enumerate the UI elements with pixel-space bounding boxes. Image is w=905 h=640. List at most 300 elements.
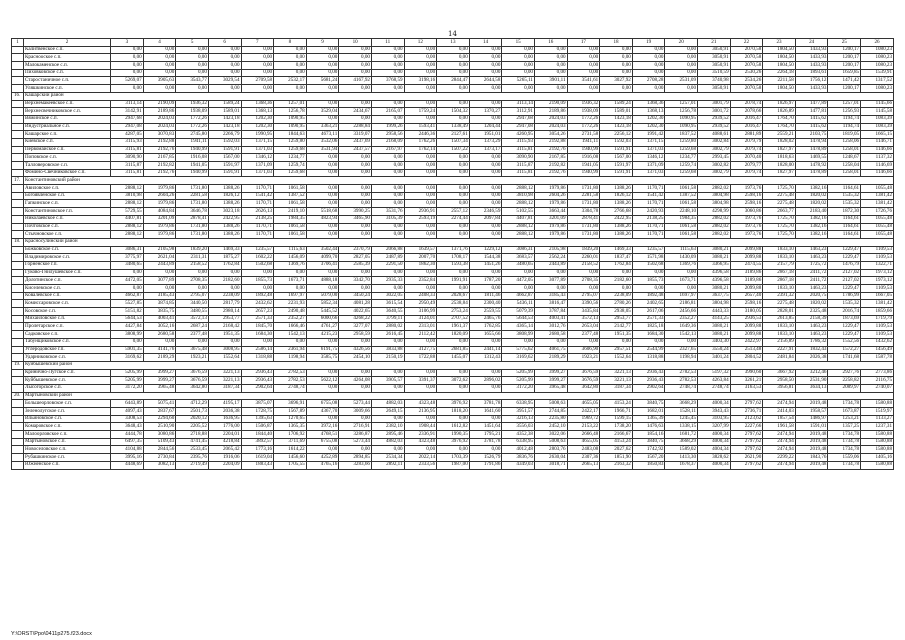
value-cell: 1826,12 — [600, 192, 633, 200]
value-cell: 1259,74 — [665, 162, 698, 170]
value-cell: 2804,52 — [730, 354, 763, 362]
value-cell: 2797,62 — [730, 431, 763, 439]
value-cell: 4003,41 — [534, 315, 567, 323]
value-cell: 2896,02 — [469, 377, 502, 385]
value-cell: 1137,32 — [861, 154, 894, 162]
value-cell: 0,00 — [371, 154, 404, 162]
value-cell: 2182,60 — [208, 277, 241, 285]
value-cell: 1832,43 — [795, 346, 828, 354]
value-cell: 3775,97 — [111, 254, 144, 262]
table-row — [12, 131, 894, 139]
value-cell: 3012,76 — [534, 323, 567, 331]
value-cell: 1589,02 — [665, 446, 698, 454]
value-cell: 0,00 — [371, 446, 404, 454]
value-cell: 2474,94 — [763, 461, 796, 469]
value-cell: 1938,09 — [567, 108, 600, 116]
table-row — [12, 185, 894, 193]
settlement-name: Кашарское с.п. — [24, 131, 111, 139]
value-cell: 1338,15 — [665, 423, 698, 431]
value-cell: 3951,57 — [502, 408, 535, 416]
value-cell: 2274,44 — [437, 215, 470, 223]
value-cell: 2888,12 — [111, 231, 144, 239]
value-cell: 1109,53 — [861, 323, 894, 331]
value-cell: 2766,68 — [600, 208, 633, 216]
value-cell: 3115,81 — [111, 146, 144, 154]
value-cell: 3668,29 — [665, 400, 698, 408]
value-cell: 1368,13 — [632, 108, 665, 116]
value-cell: 5102,55 — [502, 208, 535, 216]
value-cell: 1080,23 — [861, 46, 894, 54]
value-cell: 2248,10 — [665, 208, 698, 216]
value-cell: 4298,99 — [698, 208, 731, 216]
value-cell: 3804,98 — [698, 300, 731, 308]
value-cell: 4712,29 — [176, 400, 209, 408]
value-cell: 1571,98 — [632, 254, 665, 262]
value-cell: 1469,55 — [795, 154, 828, 162]
value-cell: 2653,04 — [567, 323, 600, 331]
value-cell: 1969,72 — [567, 415, 600, 423]
value-cell: 2657,23 — [241, 308, 274, 316]
value-cell: 0,00 — [404, 154, 437, 162]
value-cell: 1229,47 — [828, 254, 861, 262]
settlement-name: Лысогорское с.п. — [24, 384, 111, 392]
table-row — [12, 192, 894, 200]
value-cell: 0,00 — [306, 200, 339, 208]
value-cell: 2024,03 — [534, 115, 567, 123]
value-cell: 2797,62 — [730, 438, 763, 446]
value-cell: 4326,56 — [339, 346, 372, 354]
value-cell: 1722,88 — [404, 354, 437, 362]
value-cell: 1734,78 — [828, 400, 861, 408]
value-cell: 2490,48 — [274, 308, 307, 316]
value-cell: 1256,78 — [665, 108, 698, 116]
value-cell: 2127,02 — [828, 277, 861, 285]
row-number — [12, 200, 24, 208]
value-cell: 1202,30 — [632, 123, 665, 131]
table-row — [12, 446, 894, 454]
value-cell: 2016,47 — [730, 123, 763, 131]
value-cell: 3768,59 — [371, 77, 404, 85]
value-cell: 1373,29 — [469, 138, 502, 146]
value-cell: 2827,05 — [339, 254, 372, 262]
value-cell: 1256,93 — [828, 108, 861, 116]
row-number — [12, 377, 24, 385]
value-cell: 2532,17 — [274, 77, 307, 85]
value-cell: 2708,35 — [176, 277, 209, 285]
value-cell: 0,00 — [567, 269, 600, 277]
value-cell: 3965,48 — [534, 384, 567, 392]
value-cell: 0,00 — [371, 85, 404, 93]
value-cell: 2238,09 — [600, 292, 633, 300]
settlement-name: Фомино-Свечниковское с.п. — [24, 169, 111, 177]
value-cell: 1828,00 — [763, 162, 796, 170]
value-cell: 2649,15 — [371, 408, 404, 416]
value-cell: 1593,38 — [437, 261, 470, 269]
value-cell: 0,00 — [665, 85, 698, 93]
value-cell: 1145,58 — [861, 108, 894, 116]
value-cell: 3115,81 — [111, 169, 144, 177]
column-number: 3 — [111, 39, 144, 47]
value-cell: 2370,79 — [339, 246, 372, 254]
value-cell: 3029,54 — [208, 77, 241, 85]
value-cell: 1369,76 — [665, 261, 698, 269]
column-number: 5 — [176, 39, 209, 47]
value-cell: 2980,14 — [208, 308, 241, 316]
value-cell: 0,00 — [469, 384, 502, 392]
value-cell: 4823,94 — [306, 215, 339, 223]
value-cell: 1202,30 — [241, 115, 274, 123]
value-cell: 0,00 — [111, 85, 144, 93]
value-cell: 2016,74 — [828, 308, 861, 316]
value-cell: 3634,13 — [795, 384, 828, 392]
value-cell: 1507,22 — [437, 146, 470, 154]
value-cell: 0,00 — [371, 100, 404, 108]
value-cell: 2153,22 — [567, 423, 600, 431]
value-cell: 3696,91 — [274, 400, 307, 408]
value-cell: 1061,58 — [274, 185, 307, 193]
value-cell: 0,00 — [404, 415, 437, 423]
settlement-name: Киевское с.п. — [24, 138, 111, 146]
value-cell: 0,00 — [437, 446, 470, 454]
value-cell: 1387,52 — [274, 192, 307, 200]
value-cell: 2123,62 — [730, 415, 763, 423]
table-row — [12, 123, 894, 131]
value-cell: 2258,82 — [828, 377, 861, 385]
value-cell: 1235,57 — [241, 246, 274, 254]
value-cell: 0,00 — [534, 46, 567, 54]
value-cell: 1589,01 — [208, 108, 241, 116]
value-cell: 0,00 — [111, 62, 144, 70]
table-row — [12, 169, 894, 177]
value-cell: 1456,60 — [274, 454, 307, 462]
value-cell: 2079,74 — [730, 169, 763, 177]
value-cell: 2927,76 — [828, 369, 861, 377]
value-cell: 3532,06 — [306, 138, 339, 146]
value-cell: 0,00 — [306, 100, 339, 108]
value-cell: 2158,52 — [567, 261, 600, 269]
value-cell: 0,00 — [437, 69, 470, 77]
table-row — [12, 384, 894, 392]
value-cell: 2474,94 — [763, 431, 796, 439]
value-cell: 0,00 — [176, 285, 209, 293]
value-cell: 0,00 — [404, 54, 437, 62]
value-cell: 2936,43 — [241, 369, 274, 377]
value-cell: 1591,91 — [600, 169, 633, 177]
row-number — [12, 146, 24, 154]
value-cell: 2019,48 — [795, 461, 828, 469]
value-cell: 1734,78 — [828, 438, 861, 446]
value-cell: 3070,83 — [143, 131, 176, 139]
value-cell: 3401,24 — [698, 354, 731, 362]
row-number — [12, 331, 24, 339]
table-row — [12, 315, 894, 323]
value-cell: 1229,47 — [828, 323, 861, 331]
value-cell: 1198,94 — [665, 354, 698, 362]
value-cell: 1229,47 — [828, 246, 861, 254]
value-cell: 2211,58 — [763, 77, 796, 85]
value-cell: 2189,86 — [534, 108, 567, 116]
value-cell: 2260,01 — [567, 254, 600, 262]
value-cell: 3187,34 — [600, 384, 633, 392]
value-cell: 1229,47 — [828, 285, 861, 293]
value-cell: 5436,11 — [502, 300, 535, 308]
value-cell: 5197,32 — [698, 369, 731, 377]
value-cell: 1423,18 — [208, 123, 241, 131]
value-cell: 0,00 — [437, 115, 470, 123]
value-cell: 2227,66 — [730, 423, 763, 431]
value-cell: 2782,53 — [274, 377, 307, 385]
value-cell: 1845,70 — [241, 323, 274, 331]
value-cell: 5273,44 — [339, 438, 372, 446]
value-cell: 0,00 — [371, 115, 404, 123]
value-cell: 3002,82 — [698, 162, 731, 170]
value-cell: 0,00 — [437, 415, 470, 423]
value-cell: 0,00 — [534, 54, 567, 62]
value-cell: 0,00 — [111, 285, 144, 293]
value-cell: 2016,47 — [730, 115, 763, 123]
value-cell: 2078,74 — [730, 100, 763, 108]
value-cell: 3976,92 — [437, 400, 470, 408]
value-cell: 5205,99 — [502, 377, 535, 385]
value-cell: 1259,68 — [274, 169, 307, 177]
value-cell: 1731,80 — [567, 200, 600, 208]
table-row — [12, 77, 894, 85]
value-cell: 1591,97 — [208, 162, 241, 170]
settlement-name: Поповское с.п. — [24, 154, 111, 162]
value-cell: 0,00 — [339, 338, 372, 346]
table-row — [12, 69, 894, 77]
value-cell: 2325,48 — [795, 308, 828, 316]
value-cell: 1923,21 — [567, 354, 600, 362]
value-cell: 1477,81 — [795, 108, 828, 116]
value-cell: 1973,76 — [730, 215, 763, 223]
region-name: Константиновский район — [24, 177, 894, 185]
value-cell: 3080,86 — [143, 431, 176, 439]
value-cell: 3833,88 — [371, 346, 404, 354]
value-cell: 0,00 — [404, 338, 437, 346]
value-cell: 2079,74 — [730, 146, 763, 154]
value-cell: 1636,95 — [208, 415, 241, 423]
value-cell: 0,00 — [437, 62, 470, 70]
table-row — [12, 254, 894, 262]
value-cell: 1387,52 — [665, 192, 698, 200]
value-cell: 1248,67 — [828, 154, 861, 162]
column-number-row — [12, 39, 894, 47]
value-cell: 3115,87 — [111, 162, 144, 170]
value-cell: 2538,84 — [437, 300, 470, 308]
value-cell: 2795,07 — [567, 292, 600, 300]
value-cell: 1388,26 — [600, 185, 633, 193]
value-cell: 3781,78 — [469, 438, 502, 446]
value-cell: 0,00 — [404, 200, 437, 208]
value-cell: 3277,07 — [339, 323, 372, 331]
value-cell: 0,00 — [208, 46, 241, 54]
table-row — [12, 62, 894, 70]
value-cell: 0,00 — [404, 46, 437, 54]
value-cell: 3050,91 — [698, 85, 731, 93]
value-cell: 4443,33 — [698, 308, 731, 316]
region-row — [12, 92, 894, 100]
value-cell: 1591,91 — [208, 169, 241, 177]
value-cell: 1673,71 — [665, 277, 698, 285]
value-cell: 2993,45 — [698, 154, 731, 162]
value-cell: 1365,35 — [274, 423, 307, 431]
value-cell: 1839,20 — [567, 246, 600, 254]
value-cell: 2183,40 — [795, 208, 828, 216]
settlement-name: Киселевское с.п. — [24, 285, 111, 293]
value-cell: 0,00 — [143, 69, 176, 77]
value-cell: 3022,06 — [534, 431, 567, 439]
region-row — [12, 238, 894, 246]
value-cell: 3185,43 — [143, 292, 176, 300]
value-cell: 2782,53 — [274, 369, 307, 377]
value-cell: 3999,27 — [143, 377, 176, 385]
value-cell: 1940,99 — [567, 169, 600, 177]
value-cell: 1940,99 — [176, 169, 209, 177]
value-cell: 3465,90 — [339, 215, 372, 223]
value-cell: 2958,59 — [339, 331, 372, 339]
value-cell: 0,00 — [469, 62, 502, 70]
value-cell: 1580,88 — [861, 400, 894, 408]
value-cell: 2530,26 — [730, 69, 763, 77]
value-cell: 1731,80 — [567, 231, 600, 239]
value-cell: 2192,76 — [534, 169, 567, 177]
value-cell: 3008,95 — [208, 346, 241, 354]
table-row — [12, 246, 894, 254]
value-cell: 0,00 — [306, 115, 339, 123]
value-cell: 2422,97 — [730, 338, 763, 346]
value-cell: 2168,09 — [371, 138, 404, 146]
value-cell: 4407,81 — [502, 215, 535, 223]
row-number — [12, 261, 24, 269]
value-cell: 1833,10 — [763, 285, 796, 293]
value-cell: 1471,42 — [828, 77, 861, 85]
value-cell: 0,00 — [665, 46, 698, 54]
table-row — [12, 46, 894, 54]
value-cell: 3642,80 — [176, 384, 209, 392]
value-cell: 2434,67 — [339, 108, 372, 116]
value-cell: 2510,90 — [143, 423, 176, 431]
value-cell: 4000,34 — [698, 438, 731, 446]
value-cell: 1055,48 — [861, 215, 894, 223]
value-cell: 2559,21 — [763, 131, 796, 139]
region-name: Куйбышевский район — [24, 361, 894, 369]
value-cell: 0,00 — [274, 338, 307, 346]
value-cell: 1170,71 — [632, 185, 665, 193]
value-cell: 0,00 — [469, 154, 502, 162]
value-cell: 0,00 — [404, 85, 437, 93]
value-cell: 1666,46 — [274, 323, 307, 331]
value-cell: 1772,26 — [567, 123, 600, 131]
settlement-name: Старостаничное с.п. — [24, 77, 111, 85]
settlement-name: Первомайское с.п. — [24, 146, 111, 154]
value-cell: 2474,94 — [763, 446, 796, 454]
value-cell: 2189,29 — [143, 354, 176, 362]
value-cell: 1259,68 — [665, 169, 698, 177]
table-row — [12, 331, 894, 339]
value-cell: 2557,12 — [437, 208, 470, 216]
value-cell: 3502,44 — [306, 246, 339, 254]
value-cell: 1456,49 — [861, 346, 894, 354]
value-cell: 1820,09 — [437, 331, 470, 339]
value-cell: 3115,93 — [111, 138, 144, 146]
value-cell: 1762,84 — [600, 261, 633, 269]
value-cell: 1373,17 — [469, 146, 502, 154]
value-cell: 5644,53 — [111, 315, 144, 323]
value-cell: 0,00 — [600, 338, 633, 346]
value-cell: 0,00 — [632, 69, 665, 77]
value-cell: 1855,73 — [632, 277, 665, 285]
value-cell: 1170,71 — [632, 200, 665, 208]
settlement-name: Мартыновское с.п. — [24, 438, 111, 446]
value-cell: 0,00 — [306, 415, 339, 423]
value-cell: 0,00 — [600, 62, 633, 70]
value-cell: 2888,12 — [502, 231, 535, 239]
value-cell: 2947,68 — [111, 115, 144, 123]
value-cell: 0,00 — [600, 85, 633, 93]
value-cell: 1368,36 — [241, 100, 274, 108]
value-cell: 1133,27 — [861, 415, 894, 423]
value-cell: 1857,54 — [763, 415, 796, 423]
table-row — [12, 208, 894, 216]
value-cell: 4349,03 — [502, 461, 535, 469]
value-cell: 2680,58 — [534, 331, 567, 339]
value-cell: 1826,12 — [208, 192, 241, 200]
value-cell: 2663,77 — [763, 208, 796, 216]
value-cell: 1433,93 — [795, 54, 828, 62]
value-cell: 1542,13 — [665, 331, 698, 339]
settlement-name: Малоорловское с.п. — [24, 431, 111, 439]
value-cell: 1433,93 — [795, 46, 828, 54]
value-cell: 1738,20 — [600, 423, 633, 431]
value-cell: 1502,68 — [241, 261, 274, 269]
column-number: 18 — [600, 39, 633, 47]
value-cell: 1973,76 — [730, 223, 763, 231]
value-cell: 2391,32 — [763, 292, 796, 300]
value-cell: 3009,66 — [339, 408, 372, 416]
value-cell: 1592,03 — [208, 138, 241, 146]
value-cell: 1875,27 — [208, 254, 241, 262]
value-cell: 1787,20 — [469, 277, 502, 285]
value-cell: 3172,20 — [502, 384, 535, 392]
value-cell: 1854,16 — [632, 431, 665, 439]
value-cell: 3163,53 — [730, 384, 763, 392]
value-cell: 4396,58 — [698, 277, 731, 285]
value-cell: 2099,88 — [730, 323, 763, 331]
value-cell: 1430,09 — [665, 254, 698, 262]
value-cell: 4097,43 — [111, 408, 144, 416]
value-cell: 1423,18 — [208, 115, 241, 123]
settlement-name: Табунщиковское с.п. — [24, 338, 111, 346]
value-cell: 1476,79 — [828, 261, 861, 269]
value-cell: 0,00 — [208, 85, 241, 93]
value-cell: 1655,66 — [469, 331, 502, 339]
value-cell: 1772,26 — [567, 115, 600, 123]
value-cell: 1591,91 — [208, 146, 241, 154]
settlement-name: Пролетарское с.п. — [24, 323, 111, 331]
value-cell: 4655,05 — [567, 400, 600, 408]
value-cell: 1541,42 — [241, 192, 274, 200]
value-cell: 1916,08 — [567, 154, 600, 162]
settlement-name: Талловеровское с.п. — [24, 162, 111, 170]
value-cell: 1966,71 — [600, 408, 633, 416]
value-cell: 5008,63 — [534, 400, 567, 408]
value-cell: 1552,64 — [600, 354, 633, 362]
value-cell: 1237,31 — [861, 423, 894, 431]
value-cell: 1388,26 — [208, 185, 241, 193]
settlement-name: Ударниковское с.п. — [24, 354, 111, 362]
value-cell: 2559,55 — [469, 308, 502, 316]
